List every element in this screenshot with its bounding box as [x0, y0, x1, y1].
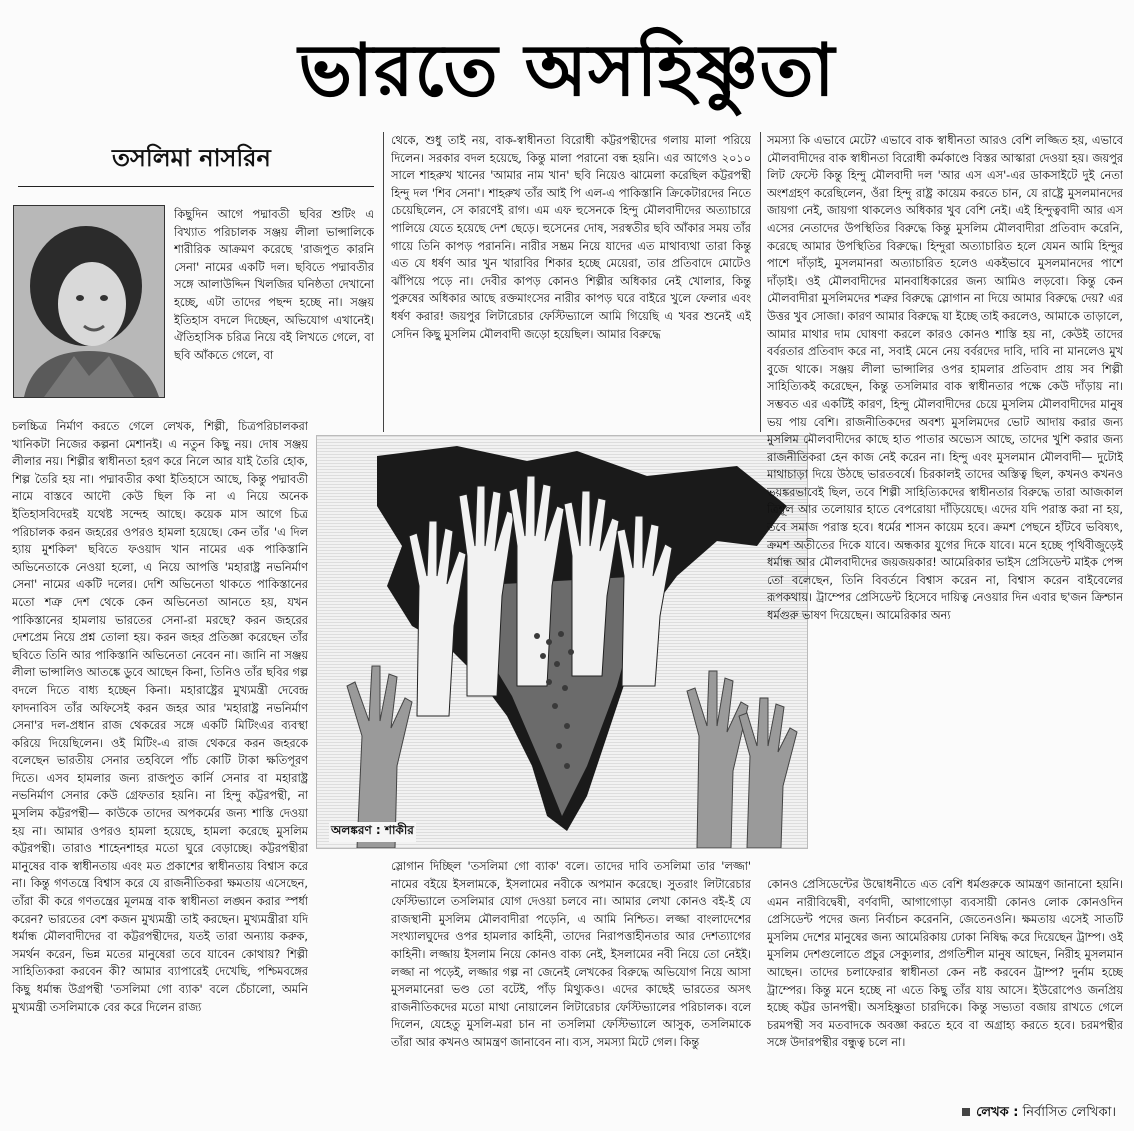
- illustration-credit: অলঙ্করণ : শাকীর: [329, 822, 416, 842]
- article-text-col1: চলচ্চিত্র নির্মাণ করতে গেলে লেখক, শিল্পী, চিত্রপরিচালকরা খানিকটা নিজের কল্পনা মেশানই। এ নতুন কিছু নয়। দোষ সঞ্জয় লীলার নয়। শিল্পীর স্বাধীনতা হরণ করে নিলে আর যাই তৈরি হোক, শিল্প তৈরি হয় না। পদ্মাবতীর কথা ইতিহাসে আছে, কিন্তু পদ্মাবতী নামে বাস্তবে আদৌ কেউ ছিল কি না এ নিয়ে অনেক ইতিহাসবিদেরই যথেষ্ট সন্দেহ আছে। কয়েক মাস আগে চিত্র পরিচালক করন জহরের ওপরও হামলা হয়েছে। কেন তাঁর 'এ দিল হ্যায় মুশকিল' ছবিতে ফওয়াদ খান নামের এক পাকিস্তানি অভিনেতাকে নেওয়া হলো, এ নিয়ে আপত্তি 'মহারাষ্ট্র নভনির্মাণ সেনা' নামের একটি দলের। দেশি অভিনেতা থাকতে পাকিস্তানের মতো শত্রু দেশ থেকে কেন অভিনেতা আনতে হয়, যখন পাকিস্তানের হামলায় ভারতের সেনা-রা মরছে? করন জহরের দেশপ্রেম নিয়ে প্রশ্ন তোলা হয়। করন জহর প্রতিজ্ঞা করেছেন তাঁর ছবিতে তিনি আর পাকিস্তানি অভিনেতা নেবেন না। জানি না সঞ্জয় লীলা ভান্সালিও আতঙ্কে ডুবে আছেন কিনা, তিনিও তাঁর ছবির গল্প বদলে দিতে বাধ্য হচ্ছেন কিনা। মহারাষ্ট্রের মুখ্যমন্ত্রী দেবেন্দ্র ফাদনাবিস তাঁর অফিসেই করন জহর আর 'মহারাষ্ট্র নভনির্মাণ সেনা'র দল-প্রধান রাজ থেকরের সঙ্গে একটি মিটিংএর ব্যবস্থা করিয়ে দিয়েছিলেন। ওই মিটিং-এ রাজ থেকরে করন জহরকে বলেছেন ভারতীয় সেনার তহবিলে পাঁচ কোটি টাকা ক্ষতিপূরণ দিতে। এসব হামলার জন্য রাজপুত কার্নি সেনার বা মহারাষ্ট্র নভনির্মাণ সেনার কেউ গ্রেফতার হয়নি। না হিন্দু কট্টরপন্থী, না মুসলিম কট্টরপন্থী— কাউকে তাদের অপকর্মের জন্য শাস্তি দেওয়া হয় না। আমার ওপরও হামলা হয়েছে, হামলা করেছে মুসলিম কট্টরপন্থী। তারাও শাহেনশাহর মতো ঘুরে বেড়াচ্ছে। কট্টরপন্থীরা মানুষের বাক স্বাধীনতায় এবং মত প্রকাশের স্বাধীনতায় বিশ্বাস করে না। কিন্তু গণতন্ত্রে বিশ্বাস করে যে রাজনীতিকরা ক্ষমতায় এসেছেন, তাঁরা কী করে গণতন্ত্রের মূলমন্ত্র বাক স্বাধীনতা লঙ্ঘন করার স্পর্ধা করেন? ভারতের বেশ কজন মুখ্যমন্ত্রী তাই করছেন। মুখ্যমন্ত্রীরা যদি ধর্মান্ধ মৌলবাদীদের বা কট্টরপন্থীদের, যতই তারা অন্যায় করুক, সমর্থন করেন, ভিন্ন মতের মানুষেরা তবে যাবেন কোথায়? শিল্পী সাহিত্যিকরা করবেন কী? আমার ব্যাপারেই দেখেছি, পশ্চিমবঙ্গের কিছু ধর্মান্ধ উগ্রপন্থী 'তসলিমা গো ব্যাক' বলে চেঁচালো, অমনি মুখ্যমন্ত্রী তসলিমাকে বের করে দিলেন রাজ্য: [12, 420, 308, 1014]
- author-note-label: লেখক :: [976, 1105, 1019, 1120]
- column-divider: [383, 132, 384, 432]
- column-divider: [760, 132, 761, 432]
- square-bullet-icon: [962, 1108, 970, 1116]
- byline: তসলিমা নাসরিন: [112, 143, 271, 172]
- article-text-col2-top: থেকে, শুধু তাই নয়, বাক-স্বাধীনতা বিরোধী কট্টরপন্থীদের গলায় মালা পরিয়ে দিলেন। সরকার বদল হয়েছে, কিন্তু মালা পরানো বন্ধ হয়নি। এর আগেও ২০১০ সালে শাহরুখ খানের 'আমার নাম খান' ছবি নিয়েও ঝামেলা করেছিল কট্টরপন্থী হিন্দু দল 'শিব সেনা'। শাহরুখ তাঁর আই পি এল-এ পাকিস্তানি ক্রিকেটারদের নিতে চেয়েছিলেন, সে কারণেই রাগ। এম এফ হুসেনকে হিন্দু মৌলবাদীদের অত্যাচারে পালিয়ে যেতে হয়েছে দেশ ছেড়ে। হুসেনের দোষ, সরস্বতীর ছবি আঁকার সময় তাঁর গায়ে তিনি কাপড় পরাননি। নারীর সম্ভ্রম নিয়ে যাদের এত মাথাব্যথা তারা কিন্তু এত যে ধর্ষণ আর খুন খারাবির শিকার হচ্ছে মেয়েরা, তার প্রতিবাদে মোটেও ঝাঁপিয়ে পড়ে না। দেবীর কাপড় কোনও শিল্পীর অধিকার নেই খোলার, কিন্তু পুরুষের অধিকার আছে রক্তমাংসের নারীর কাপড় ঘরে বাইরে খুলে ফেলার এবং ধর্ষণ করার! জয়পুর লিটারেচার ফেস্টিভ্যালে আমি গিয়েছি এ খবর শুনেই এই সেদিন কিছু মুসলিম মৌলবাদী জড়ো হয়েছিল। আমার বিরুদ্ধে: [391, 134, 751, 341]
- byline-rule: [18, 186, 374, 187]
- article-text-col3-top: সমস্যা কি এভাবে মেটে? এভাবে বাক স্বাধীনতা আরও বেশি লজ্জিত হয়, এভাবে মৌলবাদীদের বাক স্বাধীনতা বিরোধী কর্মকাণ্ডে বিস্তর আস্কারা দেওয়া হয়। জয়পুর লিট ফেস্টে কিন্তু হিন্দু মৌলবাদী দল 'আর এস এস'-এর ডাকসাইটে দুই নেতা অংশগ্রহণ করেছিলেন, ওঁরা হিন্দু রাষ্ট্র কায়েম করতে চান, যে রাষ্ট্রে মুসলমানদের জায়গা নেই, জায়গা থাকলেও অধিকার খুব বেশি নেই। এই হিন্দুত্ববাদী আর এস এসের নেতাদের উপস্থিতির বিরুদ্ধে কিন্তু মুসলিম মৌলবাদীরা প্রতিবাদ করেনি, করেছে আমার উপস্থিতির বিরুদ্ধে। হিন্দুরা অত্যাচারিত হলে যেমন আমি হিন্দুর পাশে দাঁড়াই, মুসলমানরা অত্যাচারিত হলেও একইভাবে মুসলমানদের পাশে দাঁড়াই। ওই মৌলবাদীদের মানবাধিকারের জন্য আমিও লড়বো। কিন্তু কেন মৌলবাদীরা মুসলিমদের শত্রুর বিরুদ্ধে স্লোগান না দিয়ে আমার বিরুদ্ধে দেয়? এর উত্তর খুব সোজা। কারণ আমার বিরুদ্ধে যা ইচ্ছে তাই করলেও, আমাকে তাড়ালে, আমার মাথার দাম ঘোষণা করলে কারও কোনও শাস্তি হয় না, কেউই তাদের বর্বরতার প্রতিবাদ করে না, সবাই মেনে নেয় বর্বরদের দাবি, দাবি না মানলেও মুখ বুজে থাকে। সঞ্জয় লীলা ভান্সালির ওপর হামলার প্রতিবাদ প্রায় সব শিল্পী সাহিত্যিকই করেছেন, কিন্তু তসলিমার বাক স্বাধীনতার পক্ষে কেউ দাঁড়ায় না। সম্ভবত এর একটিই কারণ, হিন্দু মৌলবাদীদের চেয়ে মুসলিম মৌলবাদীদের মানুষ ভয় পায় বেশি। রাজনীতিকদের অবশ্য মুসলিমদের ভোট আদায় করার জন্য মুসলিম মৌলবাদীদের কাছে হাত পাতার অভ্যেস আছে, তাদের খুশি করার জন্য রাজনীতিকরা হেন কাজ নেই করেন না। হিন্দু এবং মুসলমান মৌলবাদী— দুটোই মাথাচাড়া দিয়ে উঠছে ভারতবর্ষে। চিরকালই তাদের অস্তিত্ব ছিল, কখনও কখনও ভয়ঙ্করভাবেই ছিল, তবে শিল্পী সাহিত্যিকদের স্বাধীনতার বিরুদ্ধে তারা আজকাল ত্রিশূল আর তলোয়ার হাতে বেপরোয়া দাঁড়িয়েছে। এদের যদি পরাস্ত করা না হয়, তবে সমাজ পরাস্ত হবে। ধর্মের শাসন কায়েম হবে। ক্রমশ পেছনে হাঁটবে ভবিষ্যৎ, ক্রমশ অতীতের দিকে যাবে। অন্ধকার যুগের দিকে যাবে। মনে হচ্ছে পৃথিবীজুড়েই ধর্মান্ধ আর মৌলবাদীদের জয়জয়কার! আমেরিকার ভাইস প্রেসিডেন্ট মাইক পেন্স তো বলেছেন, তিনি বিবর্তনে বিশ্বাস করেন না, বিশ্বাস করেন বাইবেলের রূপকথায়। ট্রাম্পের প্রেসিডেন্ট হিসেবে দায়িত্ব নেওয়ার দিন এবার ছ'জন ক্রিশ্চান ধর্মগুরু ভাষণ দিয়েছেন। আমেরিকার অন্য: [767, 134, 1123, 623]
- headline: ভারতে অসহিষ্ণুতা: [298, 27, 836, 112]
- article-text-col1-intro: কিছুদিন আগে পদ্মাবতী ছবির শুটিং এ বিখ্যাত পরিচালক সঞ্জয় লীলা ভান্সালিকে শারীরিক আক্রমণ করেছে 'রাজপুত কারনি সেনা' নামের একটি দল। ছবিতে পদ্মাবতীর সঙ্গে আলাউদ্দিন খিলজির ঘনিষ্ঠতা দেখানো হচ্ছে, এটা তাদের পছন্দ হচ্ছে না। সঞ্জয় ইতিহাস বদলে দিচ্ছেন, অভিযোগ এখানেই। ঐতিহাসিক চরিত্র নিয়ে বই লিখতে গেলে, বা ছবি আঁকতে গেলে, বা: [174, 208, 374, 362]
- article-text-col2-bottom: স্লোগান দিচ্ছিল 'তসলিমা গো ব্যাক' বলে। তাদের দাবি তসলিমা তার 'লজ্জা' নামের বইয়ে ইসলামকে, ইসলামের নবীকে অপমান করেছে। সুতরাং লিটারেচার ফেস্টিভ্যালে তসলিমার যোগ দেওয়া চলবে না। আমার লেখা কোনও বই-ই যে রাজস্থানী মুসলিম মৌলবাদীরা পড়েনি, এ আমি নিশ্চিত। লজ্জা বাংলাদেশের সংখ্যালঘুদের ওপর হামলার কাহিনী, তাদের নিরাপত্তাহীনতার আর দেশত্যাগের কাহিনী। লজ্জায় ইসলাম নিয়ে কোনও বাক্য নেই, ইসলামের নবী নিয়ে তো নেইই। লজ্জা না পড়েই, লজ্জার গল্প না জেনেই লেখকের বিরুদ্ধে অভিযোগ নিয়ে আসা মুসলমানেরা ভণ্ড তো বটেই, পাঁড় মিথ্যুকও। এদের কাছেই ভারতের অসৎ রাজনীতিকদের মতো মাথা নোয়ালেন লিটারেচার ফেস্টিভ্যালের পরিচালক। বলে দিলেন, যেহেতু মুসলি-মরা চান না তসলিমা ফেস্টিভ্যালে আসুক, তসলিমাকে তাঁরা আর কখনও আমন্ত্রণ জানাবেন না। ব্যস, সমস্যা মিটে গেল। কিন্তু: [391, 860, 751, 1049]
- author-note: [962, 1103, 1116, 1124]
- author-photo: [13, 205, 165, 398]
- article-text-col3-bottom: কোনও প্রেসিডেন্টের উদ্বোধনীতে এত বেশি ধর্মগুরুকে আমন্ত্রণ জানানো হয়নি। এমন নারীবিদ্বেষী, বর্ণবাদী, আগাগোড়া ব্যবসায়ী কোনও লোক কোনওদিন প্রেসিডেন্ট পদের জন্য নির্বাচন করেননি, জেতেনওনি। ক্ষমতায় এসেই সাতটি মুসলিম দেশের মানুষের জন্য আমেরিকায় ঢোকা নিষিদ্ধ করে দিয়েছেন ট্রাম্প। ওই মুসলিম দেশগুলোতে প্রচুর সেক্যুলার, প্রগতিশীল মানুষ আছেন, নিরীহ মুসলমান আছেন। তাদের চলাফেরার স্বাধীনতা কেন নষ্ট করবেন ট্রাম্প? দুর্নাম হচ্ছে ট্রাম্পের। কিন্তু মনে হচ্ছে না এতে কিছু তাঁর যায় আসে। ইউরোপেও জনপ্রিয় হচ্ছে কট্টর ডানপন্থী। অসহিষ্ণুতা চারদিকে। কিন্তু সভ্যতা বজায় রাখতে গেলে চরমপন্থী সব মতবাদকে অবজ্ঞা করতে হবে বা অগ্রাহ্য করতে হবে। চরমপন্থীর সঙ্গে উদারপন্থীর বন্ধুত্ব চলে না।: [767, 878, 1123, 1050]
- illustration: [316, 435, 808, 849]
- author-note-text: নির্বাসিত লেখিকা।: [1022, 1105, 1116, 1120]
